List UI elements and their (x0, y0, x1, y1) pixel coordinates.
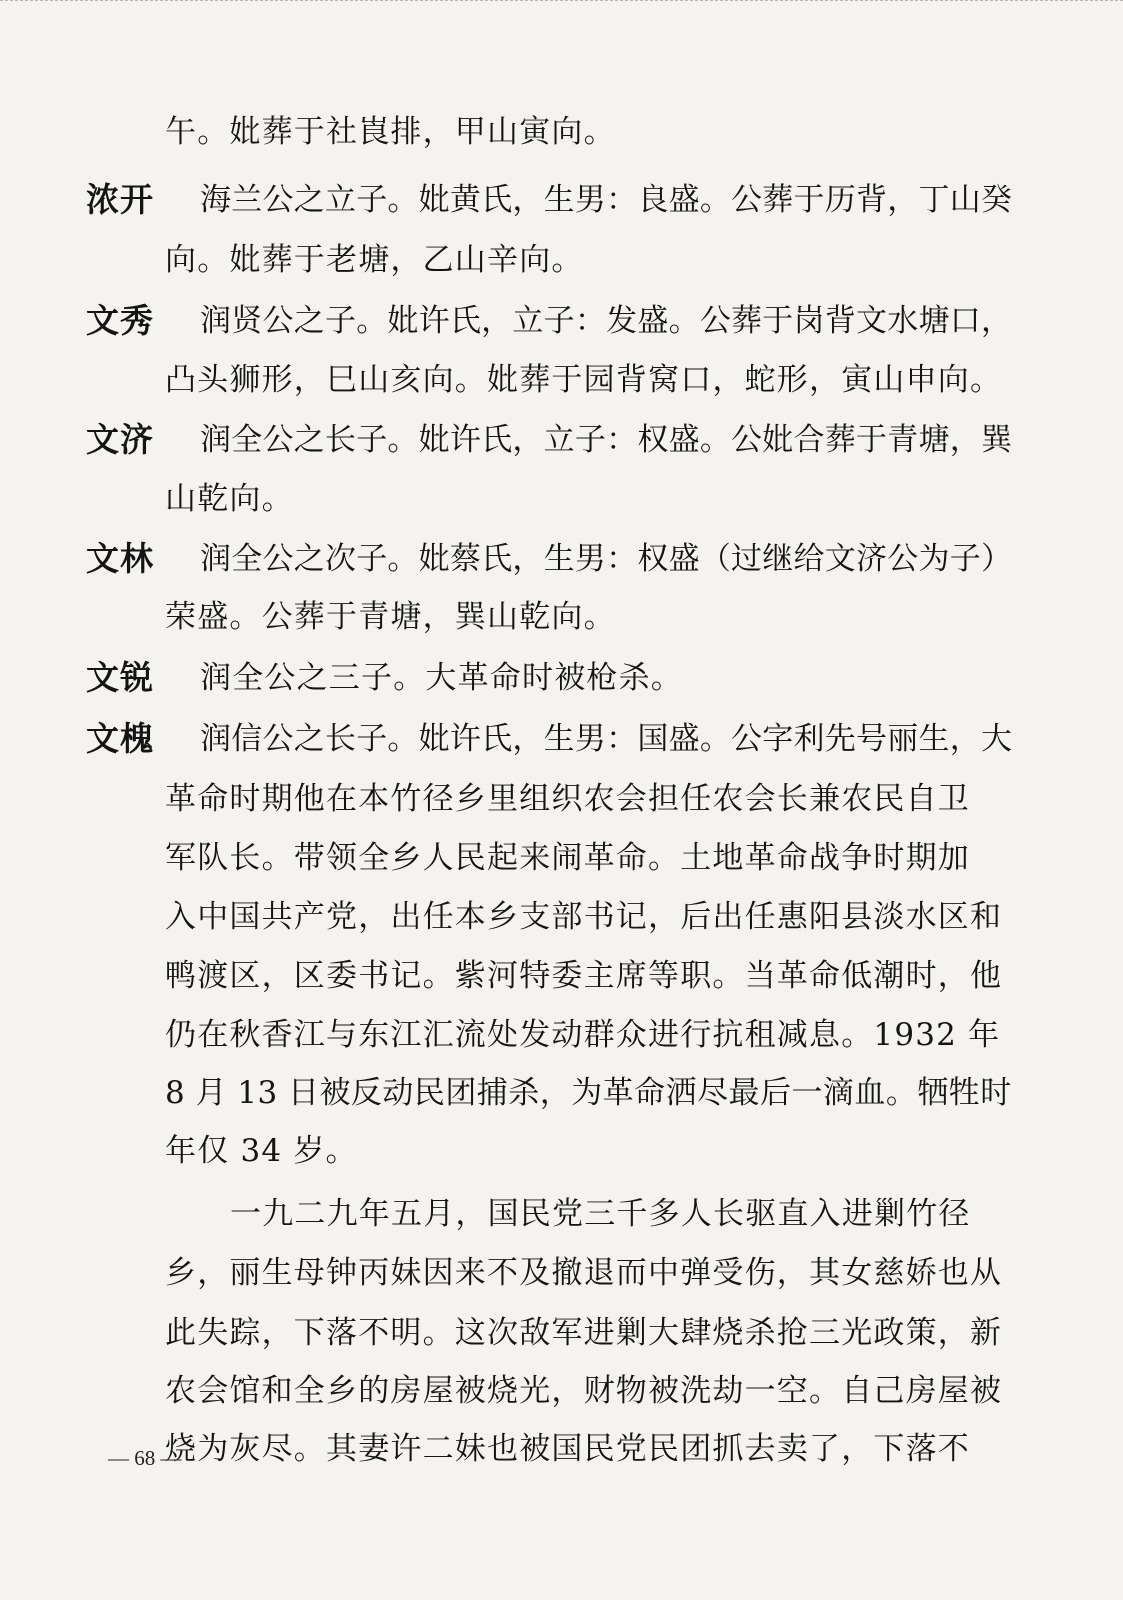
page-number: — 68 — (108, 1446, 182, 1470)
entry-text: 荣盛。公葬于青塘，巽山乾向。 (165, 599, 616, 635)
entry-text: 润全公之长子。妣许氏，立子：权盛。公妣合葬于青塘，巽 (200, 422, 1013, 458)
entry-text: 仍在秋香江与东江汇流处发动群众进行抗租减息。1932 年 (165, 1017, 1001, 1053)
paragraph-text: 一九二九年五月，国民党三千多人长驱直入进剿竹径 (230, 1196, 971, 1232)
entry-text: 润贤公之子。妣许氏，立子：发盛。公葬于岗背文水塘口， (200, 303, 1013, 339)
entry-text: 凸头狮形，巳山亥向。妣葬于园背窝口，蛇形，寅山申向。 (165, 362, 1003, 398)
entry-text: 年仅 34 岁。 (165, 1133, 358, 1169)
entry-text: 午。妣葬于社崀排，甲山寅向。 (165, 114, 616, 150)
entry-name: 文秀 (86, 301, 154, 340)
entry-text: 山乾向。 (165, 481, 294, 517)
entry-name: 文林 (86, 539, 154, 578)
paragraph-text: 烧为灰尽。其妻许二妹也被国民党民团抓去卖了，下落不 (165, 1431, 970, 1467)
entry-text: 向。妣葬于老塘，乙山辛向。 (165, 242, 584, 278)
paragraph-text: 此失踪，下落不明。这次敌军进剿大肆烧杀抢三光政策，新 (165, 1315, 1003, 1351)
entry-name: 文锐 (86, 658, 154, 697)
entry-text: 革命时期他在本竹径乡里组织农会担任农会长兼农民自卫 (165, 781, 970, 817)
entry-text: 润全公之三子。大革命时被枪杀。 (200, 660, 683, 696)
entry-name: 文槐 (86, 719, 154, 758)
entry-name: 文济 (86, 420, 154, 459)
entry-text: 8 月 13 日被反动民团捕杀，为革命洒尽最后一滴血。牺牲时 (165, 1075, 1012, 1111)
paragraph-text: 农会馆和全乡的房屋被烧光，财物被洗劫一空。自己房屋被 (165, 1373, 1003, 1409)
entry-text: 海兰公之立子。妣黄氏，生男：良盛。公葬于历背，丁山癸 (200, 182, 1013, 218)
entry-text: 润全公之次子。妣蔡氏，生男：权盛（过继给文济公为子） (200, 541, 1013, 577)
entry-text: 入中国共产党，出任本乡支部书记，后出任惠阳县淡水区和 (165, 899, 1003, 935)
entry-text: 润信公之长子。妣许氏，生男：国盛。公字利先号丽生，大 (200, 721, 1013, 757)
entry-text: 军队长。带领全乡人民起来闹革命。土地革命战争时期加 (165, 840, 970, 876)
entry-text: 鸭渡区，区委书记。紫河特委主席等职。当革命低潮时，他 (165, 958, 1003, 994)
page-top-edge (0, 0, 1123, 7)
entry-name: 浓开 (86, 180, 154, 219)
paragraph-text: 乡，丽生母钟丙妹因来不及撤退而中弹受伤，其女慈娇也从 (165, 1255, 1003, 1291)
